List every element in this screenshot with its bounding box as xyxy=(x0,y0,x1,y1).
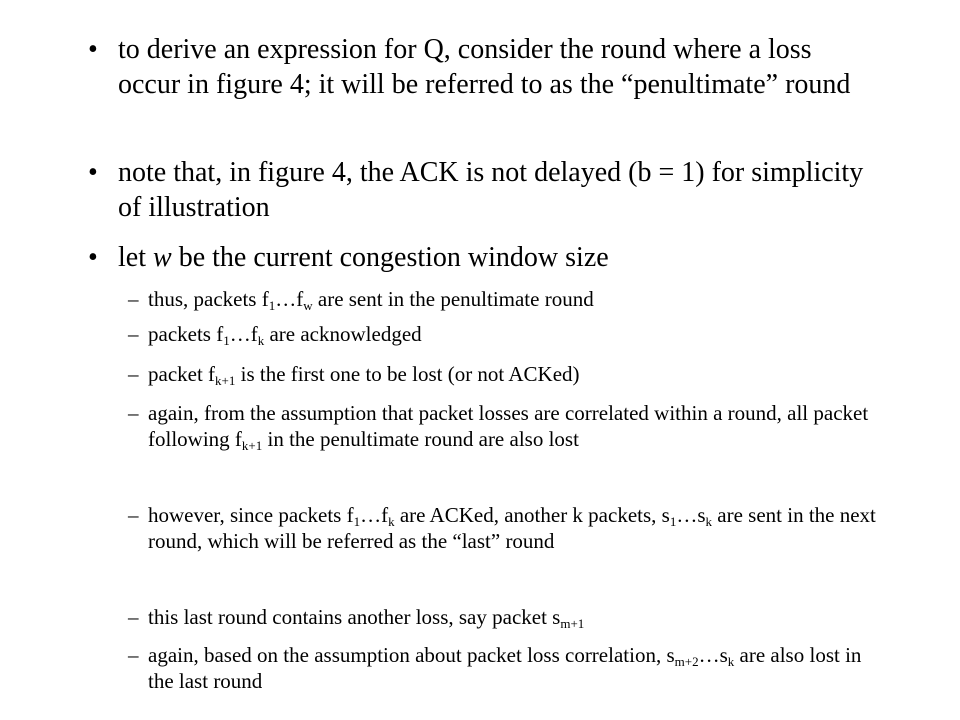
dash-marker: – xyxy=(128,643,139,667)
text-segment: let xyxy=(118,242,153,273)
subscript: k+1 xyxy=(215,373,236,388)
subscript: w xyxy=(303,298,313,313)
subscript: 1 xyxy=(223,333,230,348)
dash-marker: – xyxy=(128,322,139,346)
subbullet-text xyxy=(148,502,883,554)
text-segment: …f xyxy=(360,503,389,527)
subscript: k xyxy=(705,514,713,529)
text-segment: are also lost in the last round xyxy=(148,643,862,693)
text-segment: are sent in the penultimate round xyxy=(312,287,594,311)
subbullet-text xyxy=(148,286,883,312)
text-segment: …s xyxy=(698,643,728,667)
variable-w: w xyxy=(153,242,172,273)
dash-marker: – xyxy=(128,503,139,527)
text-segment: are ACKed, another k packets, s xyxy=(394,503,670,527)
dash-marker: – xyxy=(128,362,139,386)
text-segment: packet f xyxy=(148,362,216,386)
bullet-text: note that, in figure 4, the ACK is not delayed (b = 1) for simplicity of illustration xyxy=(118,157,864,223)
text-segment: in the penultimate round are also lost xyxy=(262,427,579,451)
text-segment: this last round contains another loss, say packet s xyxy=(148,605,561,629)
text-segment: however, since packets f xyxy=(148,503,354,527)
subscript: m+1 xyxy=(560,616,585,631)
subbullet-text xyxy=(148,642,883,694)
bullet-text xyxy=(118,240,868,275)
subscript: 1 xyxy=(669,514,677,529)
subbullet-text xyxy=(148,400,883,452)
subscript: 1 xyxy=(268,298,276,313)
text-segment: …f xyxy=(275,287,304,311)
subbullet-text xyxy=(148,321,883,347)
bullet-marker: • xyxy=(88,34,98,65)
text-segment: are sent in the next round, which will be referred as the “last” round xyxy=(148,503,876,553)
subscript: m+2 xyxy=(674,654,699,669)
subscript: k xyxy=(727,654,735,669)
text-segment: …s xyxy=(676,503,706,527)
bullet-marker: • xyxy=(88,157,98,188)
subbullet-text xyxy=(148,604,883,630)
text-segment: is the first one to be lost (or not ACKed) xyxy=(235,362,580,386)
dash-marker: – xyxy=(128,401,139,425)
dash-marker: – xyxy=(128,287,139,311)
text-segment: thus, packets f xyxy=(148,287,269,311)
dash-marker: – xyxy=(128,605,139,629)
subscript: k+1 xyxy=(241,438,263,453)
bullet-marker: • xyxy=(88,242,98,273)
subscript: k xyxy=(257,333,265,348)
subbullet-text xyxy=(148,361,883,387)
text-segment: be the current congestion window size xyxy=(171,242,609,273)
bullet-text: to derive an expression for Q, consider the round where a loss occur in figure 4; it will be referred to as the “penultimate” round xyxy=(118,34,851,100)
text-segment: packets f xyxy=(148,322,224,346)
text-segment: again, from the assumption that packet losses are correlated within a round, all packet following f xyxy=(148,401,869,451)
text-segment: …f xyxy=(229,322,258,346)
subscript: k xyxy=(388,514,395,529)
subscript: 1 xyxy=(353,514,361,529)
text-segment: again, based on the assumption about packet loss correlation, s xyxy=(148,643,675,667)
text-segment: are acknowledged xyxy=(264,322,422,346)
